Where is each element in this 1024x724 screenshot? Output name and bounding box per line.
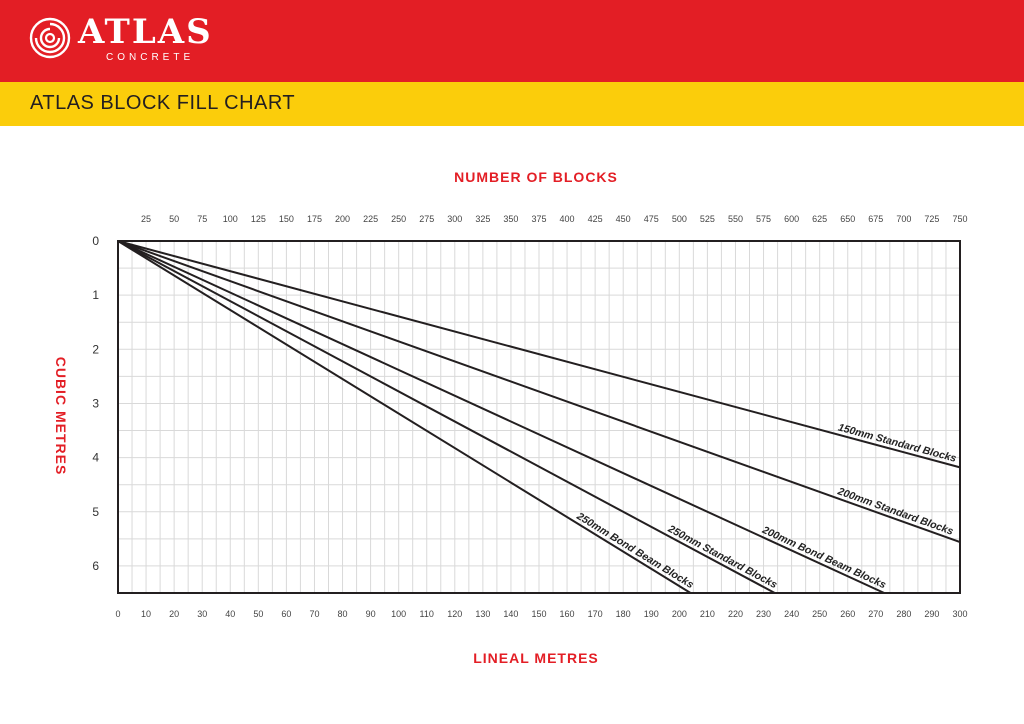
brand-subtitle: CONCRETE [106, 52, 195, 63]
top-tick-label: 550 [727, 214, 743, 224]
series-label: 200mm Standard Blocks [836, 485, 955, 538]
bottom-tick-label: 130 [475, 609, 491, 619]
series-label: 200mm Bond Beam Blocks [760, 524, 888, 592]
bottom-tick-label: 60 [281, 609, 292, 619]
bottom-tick-label: 190 [643, 609, 659, 619]
bottom-tick-label: 90 [365, 609, 376, 619]
y-tick-label: 2 [92, 342, 99, 357]
bottom-tick-label: 170 [587, 609, 603, 619]
top-axis-ticks [141, 214, 967, 224]
y-tick-label: 1 [92, 288, 99, 303]
top-tick-label: 50 [169, 214, 180, 224]
bottom-tick-label: 110 [419, 609, 434, 619]
bottom-tick-label: 290 [924, 609, 940, 619]
bottom-tick-label: 160 [559, 609, 575, 619]
bottom-tick-label: 30 [197, 609, 208, 619]
bottom-tick-label: 70 [309, 609, 320, 619]
bottom-tick-label: 240 [784, 609, 800, 619]
bottom-tick-label: 150 [531, 609, 547, 619]
top-tick-label: 750 [952, 214, 968, 224]
bottom-tick-label: 40 [225, 609, 236, 619]
y-tick-label: 4 [92, 450, 99, 465]
bottom-tick-label: 280 [896, 609, 912, 619]
top-tick-label: 475 [643, 214, 659, 224]
top-tick-label: 400 [559, 214, 575, 224]
y-tick-label: 0 [92, 234, 99, 248]
bottom-tick-label: 0 [115, 609, 121, 619]
top-tick-label: 150 [278, 214, 294, 224]
x-axis-title: LINEAL METRES [473, 650, 599, 666]
bottom-tick-label: 80 [337, 609, 348, 619]
bottom-tick-label: 200 [671, 609, 687, 619]
series-label: 150mm Standard Blocks [836, 421, 958, 465]
top-tick-label: 175 [306, 214, 322, 224]
top-tick-label: 125 [250, 214, 266, 224]
x-top-axis-title: NUMBER OF BLOCKS [454, 169, 618, 185]
brand-name: ATLAS [78, 12, 213, 52]
bottom-tick-label: 120 [447, 609, 463, 619]
top-tick-label: 375 [531, 214, 547, 224]
top-tick-label: 575 [756, 214, 772, 224]
bottom-tick-label: 260 [840, 609, 856, 619]
top-tick-label: 625 [812, 214, 828, 224]
left-axis-ticks [92, 234, 99, 573]
bottom-tick-label: 230 [756, 609, 772, 619]
top-tick-label: 225 [363, 214, 379, 224]
chart-grid [118, 241, 960, 593]
bottom-tick-label: 140 [503, 609, 519, 619]
bottom-tick-label: 220 [727, 609, 743, 619]
series-label: 250mm Standard Blocks [665, 522, 780, 592]
top-tick-label: 75 [197, 214, 208, 224]
y-axis-title: CUBIC METRES [53, 356, 69, 476]
bottom-tick-label: 100 [391, 609, 407, 619]
bottom-tick-label: 210 [699, 609, 715, 619]
bottom-tick-label: 180 [615, 609, 631, 619]
top-tick-label: 425 [587, 214, 603, 224]
y-tick-label: 3 [92, 396, 99, 411]
top-tick-label: 100 [222, 214, 238, 224]
top-tick-label: 250 [391, 214, 407, 224]
top-tick-label: 700 [896, 214, 912, 224]
bottom-tick-label: 270 [868, 609, 884, 619]
top-tick-label: 200 [335, 214, 351, 224]
top-tick-label: 325 [475, 214, 491, 224]
top-tick-label: 500 [671, 214, 687, 224]
top-tick-label: 725 [924, 214, 940, 224]
bottom-axis-ticks [115, 609, 967, 619]
top-tick-label: 525 [699, 214, 715, 224]
page-title: ATLAS BLOCK FILL CHART [30, 92, 296, 114]
top-tick-label: 600 [784, 214, 800, 224]
y-tick-label: 5 [92, 504, 99, 519]
bottom-tick-label: 10 [141, 609, 152, 619]
top-tick-label: 25 [141, 214, 152, 224]
series-label: 250mm Bond Beam Blocks [574, 510, 696, 592]
bottom-tick-label: 20 [169, 609, 180, 619]
bottom-tick-label: 250 [812, 609, 828, 619]
top-tick-label: 675 [868, 214, 884, 224]
top-tick-label: 300 [447, 214, 463, 224]
series-line [118, 241, 691, 593]
top-tick-label: 350 [503, 214, 519, 224]
top-tick-label: 275 [419, 214, 435, 224]
bottom-tick-label: 300 [952, 609, 968, 619]
top-tick-label: 650 [840, 214, 856, 224]
top-tick-label: 450 [615, 214, 631, 224]
y-tick-label: 6 [92, 558, 99, 573]
bottom-tick-label: 50 [253, 609, 264, 619]
